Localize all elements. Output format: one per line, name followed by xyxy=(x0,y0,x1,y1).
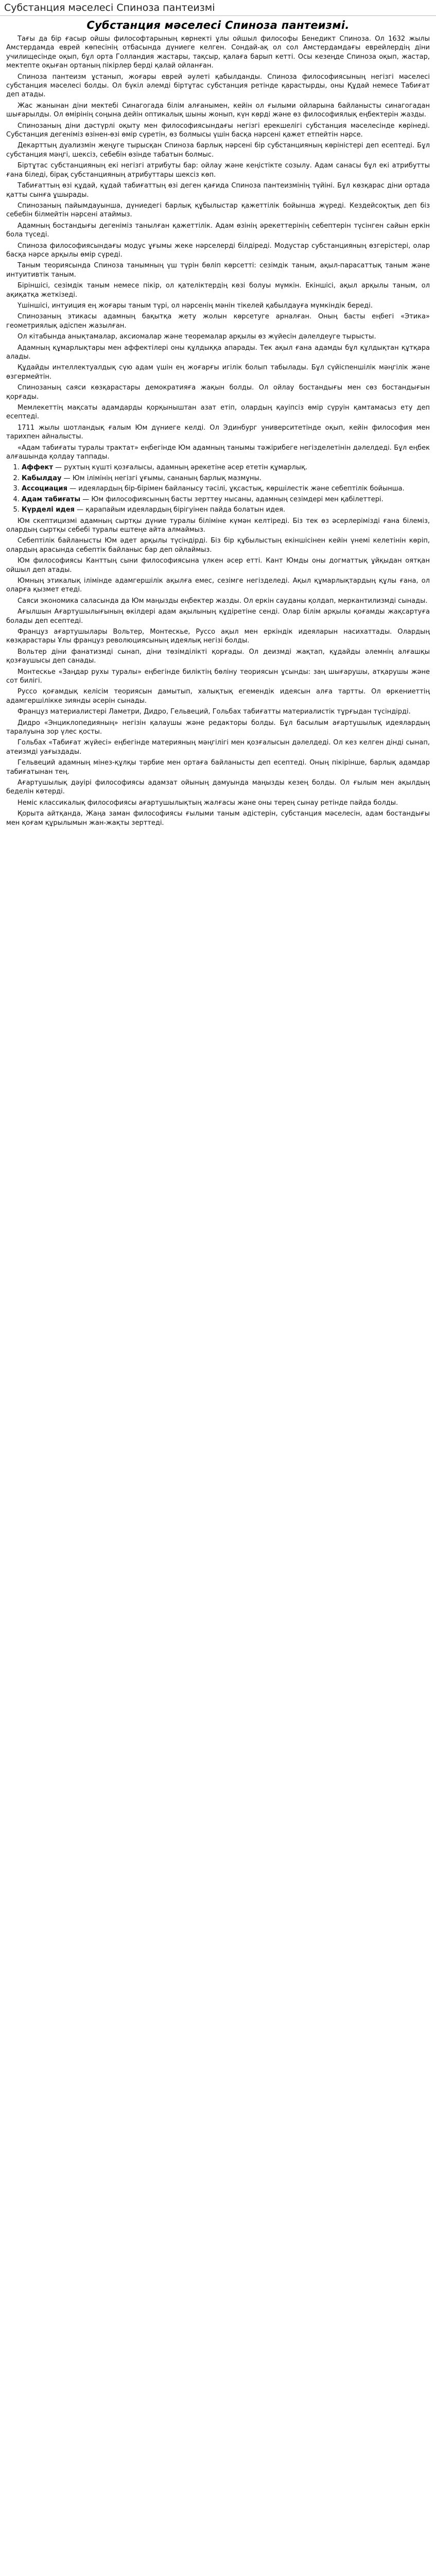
paragraph: Жас жанынан діни мектебі Синагогада білім алғанымен, кейін ол ғылыми ойларына байланысты синагогадан шығарылды. Ол өмірінің соңына дейін оптикалық шыны жонып, күн көрді және өз философиялық еңбектерін жазды. xyxy=(6,101,430,119)
paragraph: Ағылшын Ағартушылығының өкілдері адам ақылының құдіретіне сенді. Олар білім арқылы қоғамды жақсартуға болады деп есептеді. xyxy=(6,608,430,625)
list-text: идеялардың бір-бірімен байланысу тәсілі, ұқсастық, көршілестік және себептілік бойынша. xyxy=(78,485,405,493)
paragraph: Тағы да бір ғасыр ойшы философтарының көрнекті ұлы ойшыл философы Бенедикт Спиноза. Ол 1632 жылы Амстердамда еврей көпесінің отбасында дүниеге келген. Сондай-ақ ол сол Амстердамдағы еврейлердің діни училищесінде оқып, бұл орта Голландия жастары, тақсыр, қалаға барып кетті. Осы кезеңде Спиноза оқып, жастар, мектепте оқыған ортаның пікірлер берді қалай ойланған. xyxy=(6,35,430,70)
list-text: Юм ілімінің негізгі ұғымы, сананың барлық мазмұны. xyxy=(72,474,261,482)
paragraph: Спинозаның діни дәстүрлі оқыту мен философиясындағы негізгі ерекшелігі субстанция мәселесінде көрінеді. Субстанция дегеніміз өзінен-өзі өмір сүретін, өз болмысы үшін басқа нәрсені қажет етпейтін нәрсе. xyxy=(6,122,430,139)
paragraph: 1711 жылы шотландық ғалым Юм дүниеге келді. Ол Эдинбург университетінде оқып, кейін философия мен тарихпен айналысты. xyxy=(6,423,430,441)
list-term: Кабылдау xyxy=(22,474,62,482)
paragraph: Үшіншісі, интуиция ең жоғары таным түрі, ол нәрсенің мәнін тікелей қабылдауға мүмкіндік береді. xyxy=(18,301,373,310)
paragraph: Гольбах «Табиғат жүйесі» еңбегінде материяның мәңгілігі мен қозғалысын дәлелдеді. Ол кез келген дінді сынап, атеизмді уағыздады. xyxy=(6,739,430,756)
paragraph: Ағартушылық дәуірі философиясы адамзат ойының дамуында маңызды кезең болды. Ол ғылым мен ақылдың беделін көтерді. xyxy=(6,779,430,796)
page-header xyxy=(0,0,436,16)
paragraph: «Адам табиғаты туралы трактат» еңбегінде Юм адамның танымы тәжірибеге негізделетінін дәлелдеді. Бұл еңбек алғашында қолдау таппады. xyxy=(6,444,430,461)
paragraph: Спинозаның пайымдауынша, дүниедегі барлық құбылыстар қажеттілік бойынша жүреді. Кездейсоқтық деп біз себебін білмейтін нәрсені атаймыз. xyxy=(6,201,430,219)
paragraph: Руссо қоғамдық келісім теориясын дамытып, халықтық егемендік идеясын алға тартты. Ол өркениеттің адамгершілікке зиянды әсерін сынады. xyxy=(6,688,430,705)
header-title: Субстанция мәселесі Спиноза пантеизмі xyxy=(4,2,215,13)
paragraph: Біріншісі, сезімдік таным немесе пікір, ол қателіктердің көзі болуы мүмкін. Екіншісі, ақыл арқылы таным, ол ақиқатқа жеткізеді. xyxy=(6,282,430,299)
paragraph: Саяси экономика саласында да Юм маңызды еңбектер жазды. Ол еркін сауданы қолдап, меркантилизмді сынады. xyxy=(18,597,428,605)
paragraph: Спинозаның саяси көзқарастары демократияға жақын болды. Ол ойлау бостандығы мен сөз бостандығын қорғады. xyxy=(6,384,430,401)
paragraph: Себептілік байланысты Юм әдет арқылы түсіндірді. Біз бір құбылыстың екіншісінен кейін үнемі келетінін көріп, олардың арасында себептік байланыс бар деп ойлаймыз. xyxy=(6,537,430,554)
list-text: қарапайым идеялардың бірігуінен пайда болатын идея. xyxy=(85,506,286,514)
paragraph: Вольтер діни фанатизмді сынап, діни төзімділікті қорғады. Ол деизмді жақтап, құдайды әлемнің алғашқы қозғаушысы деп санады. xyxy=(6,648,430,665)
paragraph: Құдайды интеллектуалдық сүю адам үшін ең жоғарғы игілік болып табылады. Бұл сүйіспеншілік мәңгілік және өзгермейтін. xyxy=(6,364,430,381)
paragraph: Таным теориясында Спиноза танымның үш түрін бөліп көрсетті: сезімдік таным, ақыл-парасаттық таным және интуитивтік таным. xyxy=(6,262,430,279)
paragraph: Декарттың дуализмін жеңуге тырысқан Спиноза барлық нәрсені бір субстанцияның көріністері деп есептеді. Бұл субстанция мәңгі, шексіз, себебін өзінде табатын болмыс. xyxy=(6,142,430,159)
paragraph: Қорыта айтқанда, Жаңа заман философиясы ғылыми таным әдістерін, субстанция мәселесін, адам бостандығы мен қоғам құрылымын жан-жақты зерттеді. xyxy=(6,810,430,827)
paragraph: Юмның этикалық ілімінде адамгершілік ақылға емес, сезімге негізделеді. Ақыл құмарлықтардың құлы ғана, ол оларға қызмет етеді. xyxy=(6,577,430,594)
list-term: Ассоциация xyxy=(22,485,68,493)
paragraph: Француз ағартушылары Вольтер, Монтескье, Руссо ақыл мен еркіндік идеяларын насихаттады. Олардың көзқарастары Ұлы француз революциясының идеялық негізі болды. xyxy=(6,628,430,645)
list-item: 2. Кабылдау — Юм ілімінің негізгі ұғымы, сананың барлық мазмұны. xyxy=(22,474,430,483)
list-term: Күрделі идея xyxy=(22,506,75,514)
paragraph: Мемлекеттің мақсаты адамдарды қорқыныштан азат етіп, олардың қауіпсіз өмір сүруін қамтамасыз ету деп есептеді. xyxy=(6,404,430,421)
list-text: рухтың күшті қозғалысы, адамның әрекетіне әсер ететін құмарлық. xyxy=(64,464,308,472)
paragraph: Юм скептицизмі адамның сыртқы дүние туралы біліміне күмән келтіреді. Біз тек өз әсерлерімізді ғана білеміз, олардың сыртқы себебі туралы ештеңе айта алмаймыз. xyxy=(6,517,430,534)
numbered-list xyxy=(6,463,430,514)
paragraph: Француз материалистері Ламетри, Дидро, Гельвеций, Гольбах табиғатты материалистік тұрғыдан түсіндірді. xyxy=(18,708,411,716)
list-text: Юм философиясының басты зерттеу нысаны, адамның сезімдері мен қабілеттері. xyxy=(91,495,383,503)
list-term: Адам табиғаты xyxy=(22,495,81,503)
paragraph: Гельвеций адамның мінез-құлқы тәрбие мен ортаға байланысты деп есептеді. Оның пікірінше, барлық адамдар табиғатынан тең. xyxy=(6,759,430,776)
list-item: 4. Адам табиғаты — Юм философиясының басты зерттеу нысаны, адамның сезімдері мен қабілеттері. xyxy=(22,495,430,504)
paragraph: Спиноза философиясындағы модус ұғымы жеке нәрселерді білдіреді. Модустар субстанцияның өзгерістері, олар басқа нәрсе арқылы өмір сүреді. xyxy=(6,242,430,259)
paragraph: Біртұтас субстанцияның екі негізгі атрибуты бар: ойлау және кеңістікте созылу. Адам санасы бұл екі атрибутты ғана біледі, бірақ субстанцияның атрибуттары шексіз көп. xyxy=(6,162,430,179)
paragraph: Спинозаның этикасы адамның бақытқа жету жолын көрсетуге арналған. Оның басты еңбегі «Этика» геометриялық әдіспен жазылған. xyxy=(6,313,430,330)
paragraph: Дидро «Энциклопедияның» негізін қалаушы және редакторы болды. Бұл басылым ағартушылық идеялардың таралуына зор үлес қосты. xyxy=(6,719,430,736)
paragraph: Монтескье «Заңдар рухы туралы» еңбегінде биліктің бөліну теориясын ұсынды: заң шығарушы, атқарушы және сот билігі. xyxy=(6,668,430,685)
paragraph: Адамның құмарлықтары мен аффектілері оны құлдыққа апарады. Тек ақыл ғана адамды бұл құлдықтан құтқара алады. xyxy=(6,344,430,361)
paragraph: Табиғаттың өзі құдай, құдай табиғаттың өзі деген қағида Спиноза пантеизмінің түйіні. Бұл көзқарас діни ортада қатты сынға ұшырады. xyxy=(6,182,430,199)
list-item: 5. Күрделі идея — қарапайым идеялардың бірігуінен пайда болатын идея. xyxy=(22,505,430,514)
document-title: Субстанция мәселесі Спиноза пантеизмі. xyxy=(86,19,350,31)
paragraph: Спиноза пантеизм ұстанып, жоғары еврей әулеті қабылданды. Спиноза философиясының негізгі мәселесі субстанция мәселесі болды. Ол бүкіл әлемді біртұтас субстанция ретінде қарастырды, оны Құдай немесе Табиғат деп атады. xyxy=(6,73,430,99)
paragraph: Адамның бостандығы дегеніміз танылған қажеттілік. Адам өзінің әрекеттерінің себептерін түсінген сайын еркін бола түседі. xyxy=(6,222,430,239)
paragraph: Ол кітабында анықтамалар, аксиомалар және теоремалар арқылы өз жүйесін дәлелдеуге тырысты. xyxy=(18,333,376,341)
paragraph: Юм философиясы Канттың сыни философиясына үлкен әсер етті. Кант Юмды оны догматтық ұйқыдан оятқан ойшыл деп атады. xyxy=(6,557,430,574)
list-item: 3. Ассоциация — идеялардың бір-бірімен байланысу тәсілі, ұқсастық, көршілестік және себептілік бойынша. xyxy=(22,484,430,493)
document-body xyxy=(0,35,436,827)
paragraph: Неміс классикалық философиясы ағартушылықтың жалғасы және оны терең сынау ретінде пайда болды. xyxy=(18,799,398,807)
list-item: 1. Аффект — рухтың күшті қозғалысы, адамның әрекетіне әсер ететін құмарлық. xyxy=(22,463,430,472)
list-term: Аффект xyxy=(22,464,54,472)
